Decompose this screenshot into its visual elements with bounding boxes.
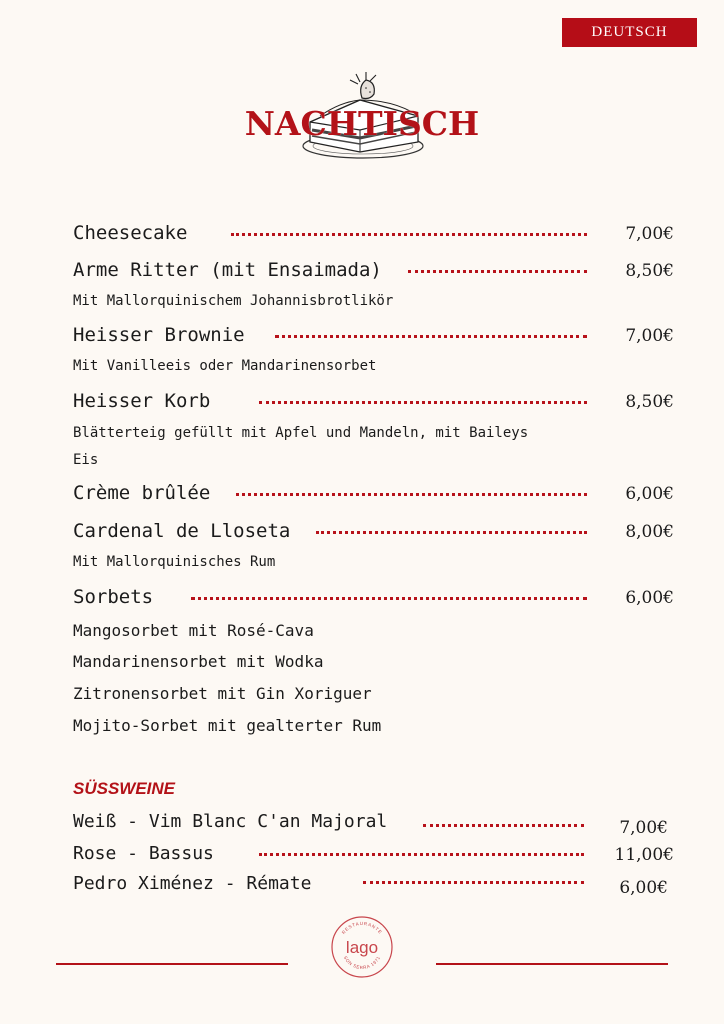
- logo-arc-bottom: SON SERRA 1971: [342, 955, 382, 971]
- language-tag[interactable]: DEUTSCH: [562, 18, 697, 47]
- sorbet-variant: Zitronensorbet mit Gin Xoriguer: [73, 684, 372, 703]
- item-name: Cardenal de Lloseta: [73, 520, 291, 542]
- item-description: Mit Vanilleeis oder Mandarinensorbet: [73, 358, 377, 374]
- svg-text:SON SERRA 1971: [343, 955, 382, 970]
- item-price: 6,00€: [625, 484, 674, 504]
- section-title-sweet-wines: SÜSSWEINE: [73, 779, 176, 798]
- item-name: Arme Ritter (mit Ensaimada): [73, 259, 382, 281]
- sorbet-variant: Mangosorbet mit Rosé-Cava: [73, 621, 314, 640]
- item-description: Mit Mallorquinischem Johannisbrotlikör: [73, 293, 394, 309]
- dotted-leader: [231, 233, 587, 236]
- wine-price: 7,00€: [619, 818, 668, 838]
- logo-arc-top: RESTAURANTE: [340, 920, 384, 936]
- dotted-leader: [259, 401, 587, 404]
- item-description: Blätterteig gefüllt mit Apfel und Mandeln, mit Baileys: [73, 425, 529, 441]
- item-name: Heisser Korb: [73, 390, 211, 412]
- item-name: Heisser Brownie: [73, 324, 245, 346]
- sorbet-variant: Mandarinensorbet mit Wodka: [73, 652, 324, 671]
- dotted-leader: [191, 597, 587, 600]
- dotted-leader: [259, 853, 584, 856]
- dotted-leader: [408, 270, 587, 273]
- dotted-leader: [423, 824, 584, 827]
- wine-price: 11,00€: [614, 845, 674, 865]
- footer-divider-left: [56, 963, 288, 965]
- wine-name: Pedro Ximénez - Rémate: [73, 873, 312, 894]
- item-name: Cheesecake: [73, 222, 188, 244]
- logo-wordmark: lago: [345, 938, 379, 957]
- item-price: 8,50€: [625, 261, 674, 281]
- dotted-leader: [363, 881, 584, 884]
- item-price: 7,00€: [625, 326, 674, 346]
- page-title: NACHTISCH: [244, 104, 480, 143]
- footer-divider-right: [436, 963, 668, 965]
- restaurant-logo: [331, 916, 393, 978]
- dotted-leader: [236, 493, 587, 496]
- item-description: Mit Mallorquinisches Rum: [73, 554, 276, 570]
- item-name: Crème brûlée: [73, 482, 211, 504]
- wine-price: 6,00€: [619, 878, 668, 898]
- wine-name: Rose - Bassus: [73, 843, 214, 864]
- item-price: 8,50€: [625, 392, 674, 412]
- wine-name: Weiß - Vim Blanc C'an Majoral: [73, 811, 388, 832]
- svg-text:RESTAURANTE: [341, 921, 383, 935]
- item-description: Eis: [73, 452, 99, 468]
- item-name: Sorbets: [73, 586, 154, 608]
- item-price: 6,00€: [625, 588, 674, 608]
- item-price: 7,00€: [625, 224, 674, 244]
- item-price: 8,00€: [625, 522, 674, 542]
- sorbet-variant: Mojito-Sorbet mit gealterter Rum: [73, 716, 382, 735]
- dotted-leader: [275, 335, 587, 338]
- dotted-leader: [316, 531, 587, 534]
